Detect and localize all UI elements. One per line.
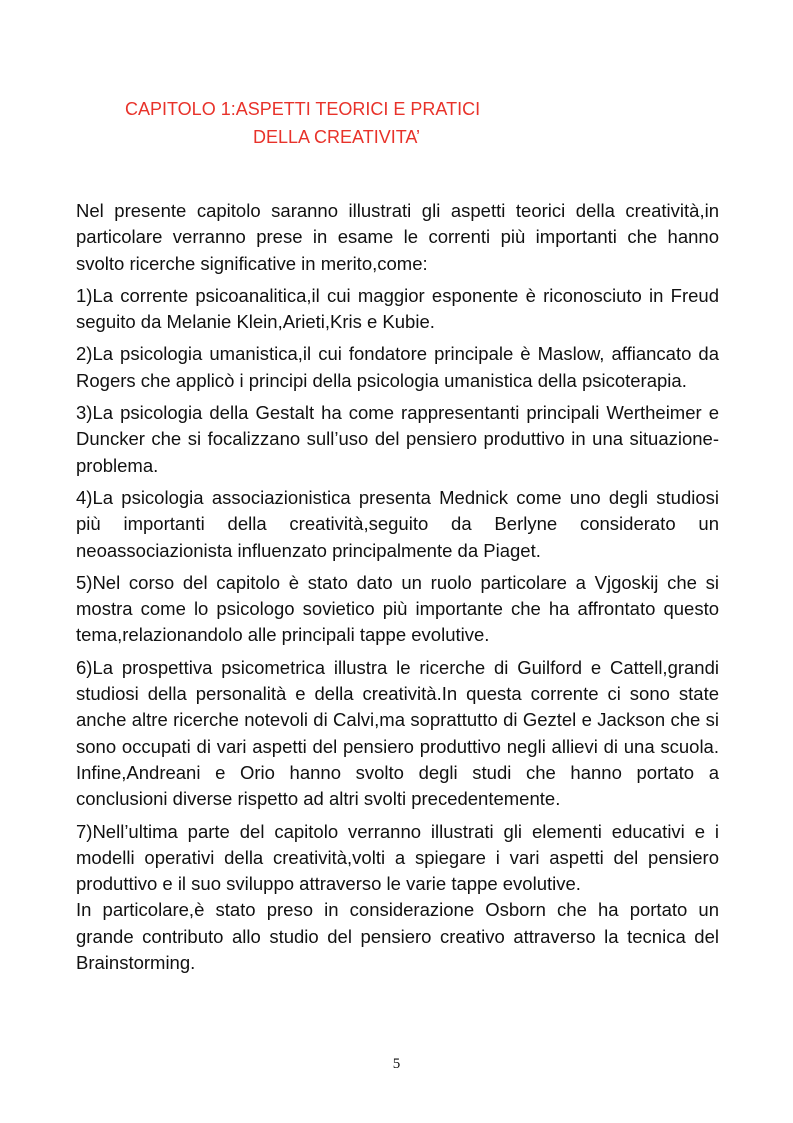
intro-paragraph: Nel presente capitolo saranno illustrati gli aspetti teorici della creatività,in particolare verranno prese in esame le correnti più importanti che hanno svolto ricerche significative in merito,come: [76, 200, 719, 274]
paragraph-vjgoskij: 5)Nel corso del capitolo è stato dato un ruolo particolare a Vjgoskij che si mostra come lo psicologo sovietico più importante che ha affrontato questo tema,relazionandolo alle principali tappe evolutive. [76, 571, 719, 646]
chapter-title-line-2: DELLA CREATIVITA’ [253, 127, 421, 147]
paragraph-gestalt: 3)La psicologia della Gestalt ha come rappresentanti principali Wertheimer e Duncker che si focalizzano sull’uso del pensiero produttivo in una situazione-problema. [76, 402, 719, 476]
paragraph-psicometrica: 6)La prospettiva psicometrica illustra le ricerche di Guilford e Cattell,grandi studiosi della personalità e della creatività.In questa corrente ci sono state anche altre ricerche notevoli di Calvi,ma soprattutto di Geztel e Jackson che si sono occupati di vari aspetti del pensiero produttivo negli allievi di una scuola. Infine,Andreani e Orio hanno svolto degli studi che hanno portato a conclusioni diverse rispetto ad altri svolti precedentemente. [76, 656, 719, 810]
chapter-title [125, 95, 545, 151]
paragraph-umanistica: 2)La psicologia umanistica,il cui fondatore principale è Maslow, affiancato da Rogers che applicò i principi della psicologia umanistica della psicoterapia. [76, 343, 719, 391]
chapter-title-line-1: CAPITOLO 1:ASPETTI TEORICI E PRATICI [125, 99, 481, 119]
page-number: 5 [392, 1056, 401, 1072]
chapter-body [76, 198, 719, 982]
paragraph-associazionistica: 4)La psicologia associazionistica presenta Mednick come uno degli studiosi più importanti della creatività,seguito da Berlyne considerato un neoassociazionista influenzato principalmente da Piaget. [76, 486, 719, 561]
paragraph-educativi: 7)Nell’ultima parte del capitolo verranno illustrati gli elementi educativi e i modelli operativi della creatività,volti a spiegare i vari aspetti del pensiero produttivo e il suo sviluppo attraverso le varie tappe evolutive. [76, 820, 719, 895]
paragraph-osborn: In particolare,è stato preso in considerazione Osborn che ha portato un grande contributo allo studio del pensiero creativo attraverso la tecnica del Brainstorming. [76, 899, 719, 974]
paragraph-psicoanalitica: 1)La corrente psicoanalitica,il cui maggior esponente è riconosciuto in Freud seguito da Melanie Klein,Arieti,Kris e Kubie. [76, 284, 719, 333]
